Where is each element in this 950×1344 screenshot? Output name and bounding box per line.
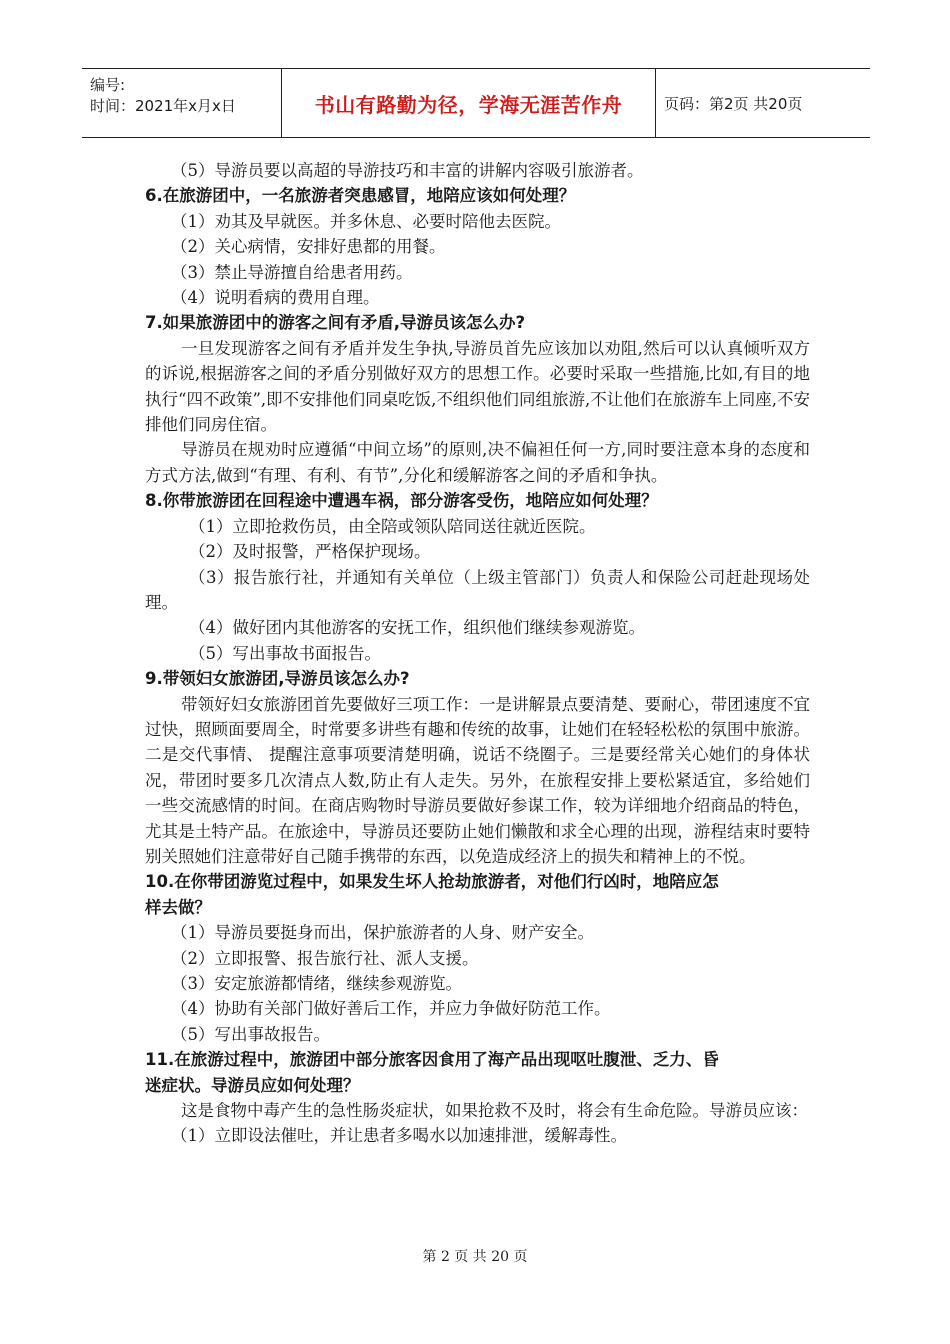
time-label: 时间：2021年x月x日 [90, 97, 236, 115]
list-item: （2）关心病情，安排好患都的用餐。 [171, 237, 446, 257]
question-title-continued: 样去做？ [145, 897, 211, 917]
header-page-info: 页码：第2页 共20页 [664, 94, 803, 113]
question-title: 6.在旅游团中，一名旅游者突患感冒，地陪应该如何处理？ [145, 186, 576, 206]
list-item: （3）安定旅游都情绪，继续参观游览。 [171, 974, 462, 993]
list-item: （4）说明看病的费用自理。 [171, 288, 380, 308]
list-item: （3）报告旅行社，并通知有关单位（上级主管部门）负责人和保险公司赶赴现场处理。 [145, 567, 810, 612]
question-title: 9.带领妇女旅游团,导游员该怎么办? [145, 669, 410, 689]
list-item: （1）立即抢救伤员，由全陪或领队陪同送往就近医院。 [189, 516, 596, 536]
page-footer: 第 2 页 共 20 页 [422, 1249, 528, 1265]
question-title: 10.在你带团游览过程中，如果发生坏人抢劫旅游者，对他们行凶时，地陪应怎 [145, 872, 719, 892]
number-label: 编号: [90, 76, 126, 94]
question-title: 7.如果旅游团中的游客之间有矛盾,导游员该怎么办? [145, 313, 526, 333]
list-item: （3）禁止导游擅自给患者用药。 [171, 262, 413, 282]
list-item: （5）导游员要以高超的导游技巧和丰富的讲解内容吸引旅游者。 [171, 161, 644, 180]
answer-paragraph: 带领好妇女旅游团首先要做好三项工作：一是讲解景点要清楚、要耐心，带团速度不宜过快，照顾面要周全，时常要多讲些有趣和传统的故事，让她们在轻轻松松的氛围中旅游。二是交代事情、 提醒注意事项要清楚明确，说话不绕圈子。三是要经常关心她们的身体状况，带团时要多几次清点人数,防止有人走失。另外，在旅程安排上要松紧适宜，多给她们一些交流感情的时间。在商店购物时导游员要做好参谋工作，较为详细地介绍商品的特色，尤其是土特产品。在旅途中，导游员还要防止她们懒散和求全心理的出现，游程结束时要特别关照她们注意带好自己随手携带的东西，以免造成经济上的损失和精神上的不悦。 [145, 694, 810, 866]
answer-paragraph: 一旦发现游客之间有矛盾并发生争执,导游员首先应该加以劝阻,然后可以认真倾听双方的诉说,根据游客之间的矛盾分别做好双方的思想工作。必要时采取一些措施,比如,有目的地执行“四不政策”,即不安排他们同桌吃饭,不组织他们同组旅游,不让他们在旅游车上同座,不安排他们同房住宿。 [145, 338, 810, 435]
header-meta [82, 69, 282, 137]
list-item: （4）做好团内其他游客的安抚工作，组织他们继续参观游览。 [189, 618, 645, 638]
question-title-continued: 迷症状。导游员应如何处理？ [145, 1075, 360, 1095]
answer-paragraph: 这是食物中毒产生的急性肠炎症状，如果抢救不及时，将会有生命危险。导游员应该： [181, 1101, 808, 1121]
document-body [145, 158, 810, 1149]
list-item: （1）导游员要挺身而出，保护旅游者的人身、财产安全。 [171, 923, 594, 943]
question-title: 8.你带旅游团在回程途中遭遇车祸，部分游客受伤，地陪应如何处理？ [145, 491, 658, 511]
page-header [82, 68, 870, 138]
question-title: 11.在旅游过程中，旅游团中部分旅客因食用了海产品出现呕吐腹泄、乏力、昏 [145, 1050, 719, 1070]
list-item: （1）劝其及早就医。并多休息、必要时陪他去医院。 [171, 211, 561, 231]
list-item: （1）立即设法催吐，并让患者多喝水以加速排泄，缓解毒性。 [171, 1126, 627, 1146]
list-item: （5）写出事故报告。 [171, 1024, 330, 1044]
list-item: （4）协助有关部门做好善后工作，并应力争做好防范工作。 [171, 999, 611, 1019]
list-item: （5）写出事故书面报告。 [189, 643, 381, 663]
answer-paragraph: 导游员在规劝时应遵循“中间立场”的原则,决不偏袒任何一方,同时要注意本身的态度和方式方法,做到“有理、有利、有节”,分化和缓解游客之间的矛盾和争执。 [145, 440, 810, 485]
header-motto: 书山有路勤为径，学海无涯苦作舟 [282, 69, 656, 137]
list-item: （2）立即报警、报告旅行社、派人支援。 [171, 948, 479, 968]
list-item: （2）及时报警，严格保护现场。 [189, 542, 431, 562]
